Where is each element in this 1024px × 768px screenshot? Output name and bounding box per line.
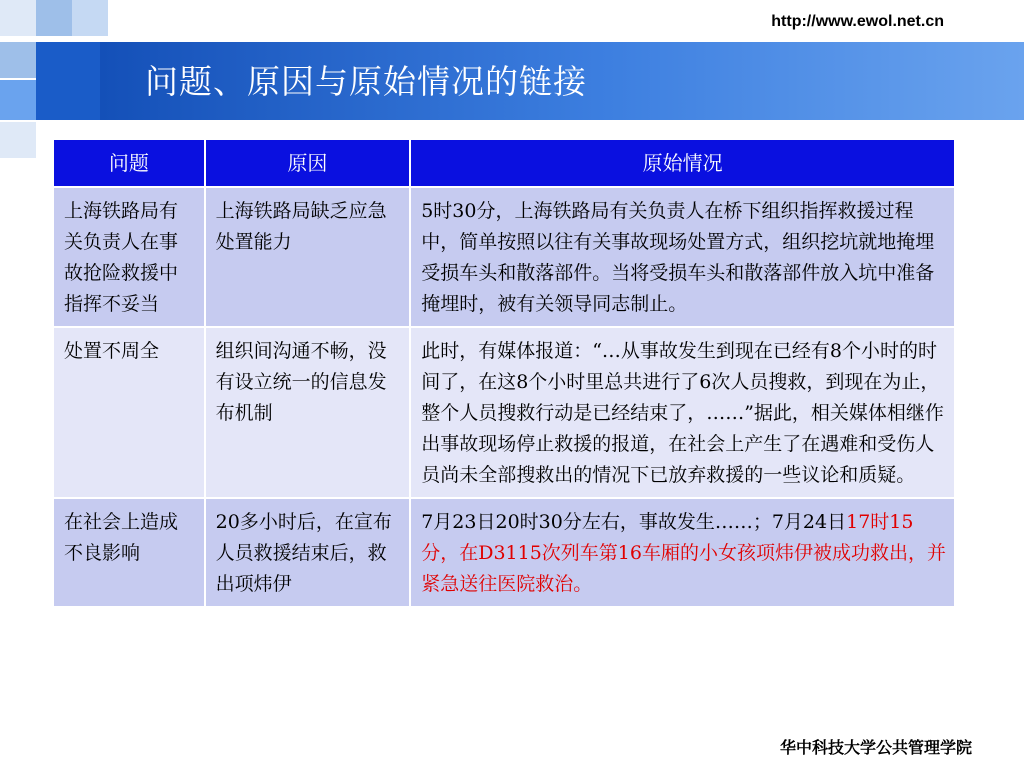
- table-header-row: [53, 139, 955, 187]
- analysis-table: [52, 138, 956, 608]
- decor-square: [36, 42, 100, 120]
- table-row: [53, 187, 955, 327]
- site-url: http://www.ewol.net.cn: [771, 13, 944, 30]
- cell-cause: 20多小时后，在宣布人员救援结束后，救出项炜伊: [205, 498, 411, 607]
- page-title: 问题、原因与原始情况的链接: [145, 62, 587, 101]
- cell-cause: 上海铁路局缺乏应急处置能力: [205, 187, 411, 327]
- decor-square: [0, 122, 36, 158]
- decor-square: [0, 0, 36, 36]
- decor-square: [0, 42, 36, 78]
- situation-highlight-text: 17时15分，在D3115次列车第16车厢的小女孩项炜伊被成功救出，并紧急送往医院救治。: [421, 511, 946, 595]
- situation-text: 7月23日20时30分左右，事故发生……；7月24日: [421, 511, 847, 533]
- table-row: [53, 498, 955, 607]
- column-header-situation: 原始情况: [410, 139, 955, 187]
- cell-situation: [410, 498, 955, 607]
- decor-square: [0, 80, 36, 120]
- cell-problem: 在社会上造成不良影响: [53, 498, 205, 607]
- decor-square: [36, 0, 72, 36]
- institution-footer: 华中科技大学公共管理学院: [779, 738, 972, 757]
- table-row: [53, 327, 955, 498]
- cell-situation: 此时，有媒体报道：“…从事故发生到现在已经有8个小时的时间了，在这8个小时里总共进行了6次人员搜救，到现在为止，整个人员搜救行动是已经结束了，……”据此，相关媒体相继作出事故现场停止救援的报道，在社会上产生了在遇难和受伤人员尚未全部搜救出的情况下已放弃救援的一些议论和质疑。: [410, 327, 955, 498]
- cell-problem: 上海铁路局有关负责人在事故抢险救援中指挥不妥当: [53, 187, 205, 327]
- cell-cause: 组织间沟通不畅，没有设立统一的信息发布机制: [205, 327, 411, 498]
- cell-problem: 处置不周全: [53, 327, 205, 498]
- cell-situation: 5时30分，上海铁路局有关负责人在桥下组织指挥救援过程中，简单按照以往有关事故现场处置方式，组织挖坑就地掩埋受损车头和散落部件。当将受损车头和散落部件放入坑中准备掩埋时，被有关领导同志制止。: [410, 187, 955, 327]
- column-header-problem: 问题: [53, 139, 205, 187]
- column-header-cause: 原因: [205, 139, 411, 187]
- decor-square: [72, 0, 108, 36]
